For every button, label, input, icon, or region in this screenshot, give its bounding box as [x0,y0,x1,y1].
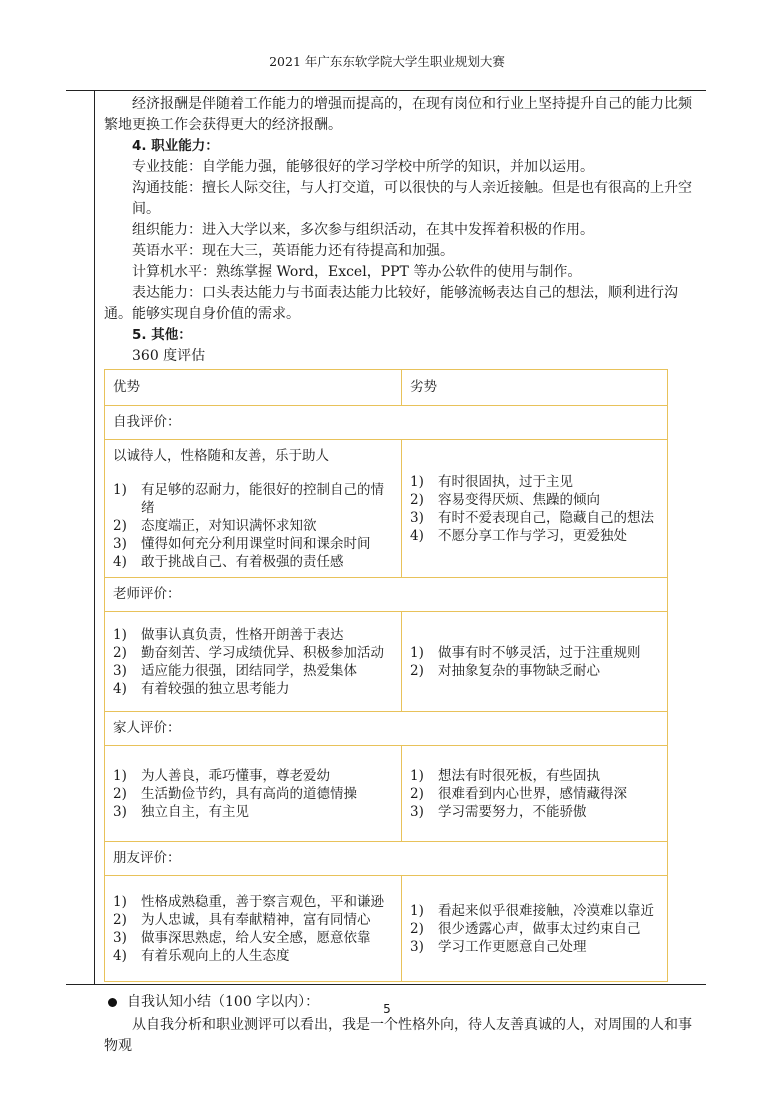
list-item: 3) 适应能力很强，团结同学，热爱集体 [113,662,357,679]
family-weaknesses-cell [402,746,668,842]
list-item: 2) 为人忠诚，具有奉献精神，富有同情心 [113,911,371,928]
list-item: 2) 生活勤俭节约，具有高尚的道德情操 [113,785,357,802]
list-item: 2) 很难看到内心世界，感情藏得深 [410,785,627,802]
list-item: 1) 性格成熟稳重，善于察言观色，平和谦逊 [113,893,384,910]
summary-title: 自我认知小结（100 字以内）： [127,994,320,1010]
list-item: 2) 勤奋刻苦、学习成绩优异、积极参加活动 [113,644,384,661]
self-strength-intro: 以诚待人，性格随和友善，乐于助人 [113,448,329,464]
header-weakness: 劣势 [402,370,668,406]
list-item: 4) 有着较强的独立思考能力 [113,680,290,697]
ability-expression: 表达能力：口头表达能力与书面表达能力比较好，能够流畅表达自己的想法，顺利进行沟通。能够实现自身价值的需求。 [104,285,678,322]
list-item: 1) 有时很固执，过于主见 [410,473,573,490]
ability-communication: 沟通技能：擅长人际交往，与人打交道，可以很快的与人亲近接触。但是也有很高的上升空间。 [132,180,692,217]
self-strengths-cell [105,440,402,578]
ability-computer: 计算机水平：熟练掌握 Word，Excel，PPT 等办公软件的使用与制作。 [132,264,582,280]
family-eval-label: 家人评价： [105,712,668,746]
ability-english: 英语水平：现在大三，英语能力还有待提高和加强。 [132,243,454,259]
teacher-strengths-cell [105,612,402,712]
list-item: 3) 学习工作更愿意自己处理 [410,938,587,955]
list-item: 3) 懂得如何充分利用课堂时间和课余时间 [113,536,371,552]
list-item: 3) 学习需要努力，不能骄傲 [410,803,587,820]
list-item: 3) 有时不爱表现自己，隐藏自己的想法 [410,509,654,526]
list-item: 1) 做事认真负责，性格开朗善于表达 [113,626,344,643]
ability-professional: 专业技能：自学能力强，能够很好的学习学校中所学的知识，并加以运用。 [132,159,594,175]
list-item: 2) 容易变得厌烦、焦躁的倾向 [410,491,600,508]
self-weaknesses-cell [402,440,668,578]
page-number: 5 [383,1002,391,1016]
teacher-eval-label: 老师评价： [105,578,668,612]
left-margin-line [94,91,95,984]
header-strength: 优势 [105,370,402,406]
section-4-title: 4. 职业能力： [132,138,219,154]
list-item: 2) 态度端正，对知识满怀求知欲 [113,518,317,534]
list-item: 1) 有足够的忍耐力，能很好的控制自己的情绪 [113,482,384,516]
assessment-table [104,369,668,982]
top-divider [66,90,706,91]
document-body [104,94,704,1057]
list-item: 1) 为人善良，乖巧懂事，尊老爱幼 [113,767,330,784]
list-item: 2) 很少透露心声，做事太过约束自己 [410,920,641,937]
section-5-title: 5. 其他： [132,327,192,343]
ability-organization: 组织能力：进入大学以来，多次参与组织活动，在其中发挥着积极的作用。 [132,222,594,238]
friend-eval-label: 朋友评价： [105,842,668,876]
page-header: 2021 年广东东软学院大学生职业规划大赛 [269,54,505,69]
friend-strengths-cell [105,876,402,982]
friend-weaknesses-cell [402,876,668,982]
assessment-subtitle: 360 度评估 [132,348,206,364]
self-eval-label: 自我评价： [105,406,668,440]
list-item: 1) 做事有时不够灵活，过于注重规则 [410,644,641,661]
summary-text: 从自我分析和职业测评可以看出，我是一个性格外向，待人友善真诚的人，对周围的人和事物观 [104,1017,692,1054]
list-item: 1) 看起来似乎很难接触，冷漠难以靠近 [410,902,654,919]
list-item: 4) 有着乐观向上的人生态度 [113,947,290,964]
list-item: 4) 敢于挑战自己、有着极强的责任感 [113,554,344,570]
list-item: 2) 对抽象复杂的事物缺乏耐心 [410,662,600,679]
family-strengths-cell [105,746,402,842]
list-item: 1) 想法有时很死板，有些固执 [410,767,600,784]
intro-paragraph: 经济报酬是伴随着工作能力的增强而提高的，在现有岗位和行业上坚持提升自己的能力比频繁地更换工作会获得更大的经济报酬。 [104,96,692,133]
list-item: 4) 不愿分享工作与学习，更爱独处 [410,527,627,544]
list-item: 3) 做事深思熟虑，给人安全感，愿意依靠 [113,929,371,946]
list-item: 3) 独立自主，有主见 [113,803,249,820]
teacher-weaknesses-cell [402,612,668,712]
